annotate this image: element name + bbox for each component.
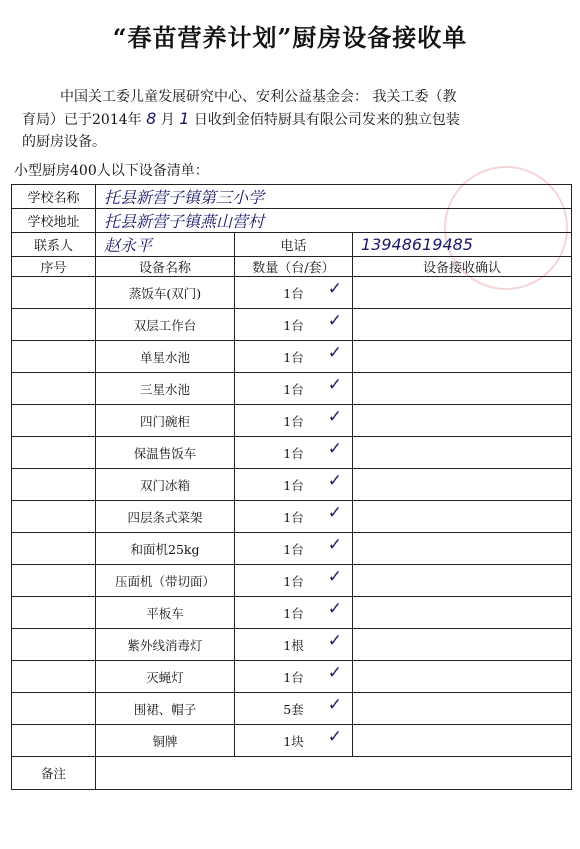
quantity-cell — [235, 437, 353, 469]
intro-line2-prefix: 育局）已于2014年 — [22, 112, 142, 128]
handwritten-day: 1 — [179, 109, 190, 128]
quantity-text: 1台 — [283, 381, 304, 397]
receipt-confirm-cell — [353, 597, 572, 629]
table-row — [12, 629, 572, 661]
row-index-cell — [12, 597, 96, 629]
header-quantity: 数量（台/套） — [235, 257, 353, 277]
row-index-cell — [12, 661, 96, 693]
header-equipment-name: 设备名称 — [96, 257, 235, 277]
row-index-cell — [12, 341, 96, 373]
row-index-cell — [12, 565, 96, 597]
header-index: 序号 — [12, 257, 96, 277]
quantity-text: 5套 — [283, 701, 304, 717]
quantity-cell — [235, 309, 353, 341]
row-index-cell — [12, 693, 96, 725]
receipt-confirm-cell — [353, 309, 572, 341]
school-address-row — [12, 209, 572, 233]
row-index-cell — [12, 469, 96, 501]
quantity-cell — [235, 405, 353, 437]
check-mark-icon: ✓ — [327, 567, 342, 587]
quantity-cell — [235, 341, 353, 373]
equipment-table — [11, 184, 572, 790]
row-index-cell — [12, 501, 96, 533]
check-mark-icon: ✓ — [327, 599, 342, 619]
equipment-name-cell: 压面机（带切面） — [96, 565, 235, 597]
receipt-confirm-cell — [353, 341, 572, 373]
equipment-name-cell: 单星水池 — [96, 341, 235, 373]
receipt-confirm-cell — [353, 725, 572, 757]
remark-value — [96, 757, 572, 790]
quantity-text: 1台 — [283, 605, 304, 621]
quantity-cell — [235, 661, 353, 693]
check-mark-icon: ✓ — [327, 375, 342, 395]
table-row — [12, 597, 572, 629]
check-mark-icon: ✓ — [327, 503, 342, 523]
receipt-confirm-cell — [353, 373, 572, 405]
quantity-text: 1台 — [283, 285, 304, 301]
handwritten-month: 8 — [146, 109, 157, 128]
school-name-value: 托县新营子镇第三小学 — [96, 185, 572, 209]
quantity-cell — [235, 597, 353, 629]
quantity-cell — [235, 277, 353, 309]
phone-value: 13948619485 — [353, 233, 572, 257]
contact-row — [12, 233, 572, 257]
list-subtitle: 小型厨房400人以下设备清单： — [14, 163, 209, 179]
equipment-name-cell: 四层条式菜架 — [96, 501, 235, 533]
table-row — [12, 725, 572, 757]
table-row — [12, 693, 572, 725]
equipment-name-cell: 蒸饭车(双门) — [96, 277, 235, 309]
table-row — [12, 309, 572, 341]
check-mark-icon: ✓ — [327, 343, 342, 363]
check-mark-icon: ✓ — [327, 535, 342, 555]
quantity-text: 1台 — [283, 317, 304, 333]
table-header-row — [12, 257, 572, 277]
check-mark-icon: ✓ — [327, 695, 342, 715]
intro-line1: 中国关工委儿童发展研究中心、安利公益基金会： 我关工委（教 — [60, 89, 457, 105]
quantity-cell — [235, 373, 353, 405]
row-index-cell — [12, 373, 96, 405]
table-row — [12, 661, 572, 693]
table-row — [12, 501, 572, 533]
receipt-confirm-cell — [353, 533, 572, 565]
row-index-cell — [12, 309, 96, 341]
receipt-confirm-cell — [353, 277, 572, 309]
school-address-value: 托县新营子镇燕山营村 — [96, 209, 572, 233]
intro-paragraph — [22, 86, 562, 153]
quantity-cell — [235, 693, 353, 725]
equipment-name-cell: 和面机25kg — [96, 533, 235, 565]
check-mark-icon: ✓ — [327, 663, 342, 683]
quantity-text: 1根 — [283, 637, 304, 653]
quantity-text: 1台 — [283, 573, 304, 589]
equipment-name-cell: 围裙、帽子 — [96, 693, 235, 725]
remark-row — [12, 757, 572, 790]
quantity-cell — [235, 533, 353, 565]
row-index-cell — [12, 725, 96, 757]
intro-line3: 的厨房设备。 — [22, 134, 106, 150]
check-mark-icon: ✓ — [327, 439, 342, 459]
phone-label: 电话 — [235, 233, 353, 257]
quantity-text: 1台 — [283, 669, 304, 685]
check-mark-icon: ✓ — [327, 631, 342, 651]
table-row — [12, 277, 572, 309]
contact-label: 联系人 — [12, 233, 96, 257]
equipment-name-cell: 灭蝇灯 — [96, 661, 235, 693]
row-index-cell — [12, 437, 96, 469]
quantity-text: 1台 — [283, 509, 304, 525]
table-row — [12, 565, 572, 597]
quantity-text: 1台 — [283, 445, 304, 461]
quantity-cell — [235, 725, 353, 757]
receipt-confirm-cell — [353, 661, 572, 693]
check-mark-icon: ✓ — [327, 311, 342, 331]
check-mark-icon: ✓ — [327, 727, 342, 747]
equipment-name-cell: 双门冰箱 — [96, 469, 235, 501]
equipment-name-cell: 平板车 — [96, 597, 235, 629]
page-title: “春苗营养计划”厨房设备接收单 — [112, 23, 468, 52]
row-index-cell — [12, 629, 96, 661]
contact-value: 赵永平 — [96, 233, 235, 257]
receipt-confirm-cell — [353, 405, 572, 437]
receipt-confirm-cell — [353, 469, 572, 501]
table-row — [12, 405, 572, 437]
row-index-cell — [12, 277, 96, 309]
quantity-text: 1台 — [283, 413, 304, 429]
check-mark-icon: ✓ — [327, 471, 342, 491]
school-name-row — [12, 185, 572, 209]
quantity-text: 1台 — [283, 541, 304, 557]
row-index-cell — [12, 533, 96, 565]
table-row — [12, 341, 572, 373]
quantity-cell — [235, 565, 353, 597]
quantity-cell — [235, 629, 353, 661]
row-index-cell — [12, 405, 96, 437]
quantity-text: 1块 — [283, 733, 304, 749]
receipt-confirm-cell — [353, 501, 572, 533]
intro-month-suffix: 月 — [160, 112, 175, 128]
receipt-confirm-cell — [353, 437, 572, 469]
header-receipt-confirm: 设备接收确认 — [353, 257, 572, 277]
receipt-confirm-cell — [353, 565, 572, 597]
quantity-cell — [235, 501, 353, 533]
table-row — [12, 373, 572, 405]
quantity-text: 1台 — [283, 477, 304, 493]
equipment-name-cell: 双层工作台 — [96, 309, 235, 341]
table-row — [12, 469, 572, 501]
equipment-name-cell: 三星水池 — [96, 373, 235, 405]
receipt-confirm-cell — [353, 693, 572, 725]
check-mark-icon: ✓ — [327, 279, 342, 299]
equipment-name-cell: 四门碗柜 — [96, 405, 235, 437]
school-name-label: 学校名称 — [12, 185, 96, 209]
intro-line2-suffix: 日收到金佰特厨具有限公司发来的独立包装 — [193, 112, 460, 128]
equipment-name-cell: 保温售饭车 — [96, 437, 235, 469]
equipment-name-cell: 铜牌 — [96, 725, 235, 757]
quantity-text: 1台 — [283, 349, 304, 365]
receipt-confirm-cell — [353, 629, 572, 661]
school-address-label: 学校地址 — [12, 209, 96, 233]
equipment-name-cell: 紫外线消毒灯 — [96, 629, 235, 661]
check-mark-icon: ✓ — [327, 407, 342, 427]
table-row — [12, 533, 572, 565]
quantity-cell — [235, 469, 353, 501]
remark-label: 备注 — [12, 757, 96, 790]
table-row — [12, 437, 572, 469]
